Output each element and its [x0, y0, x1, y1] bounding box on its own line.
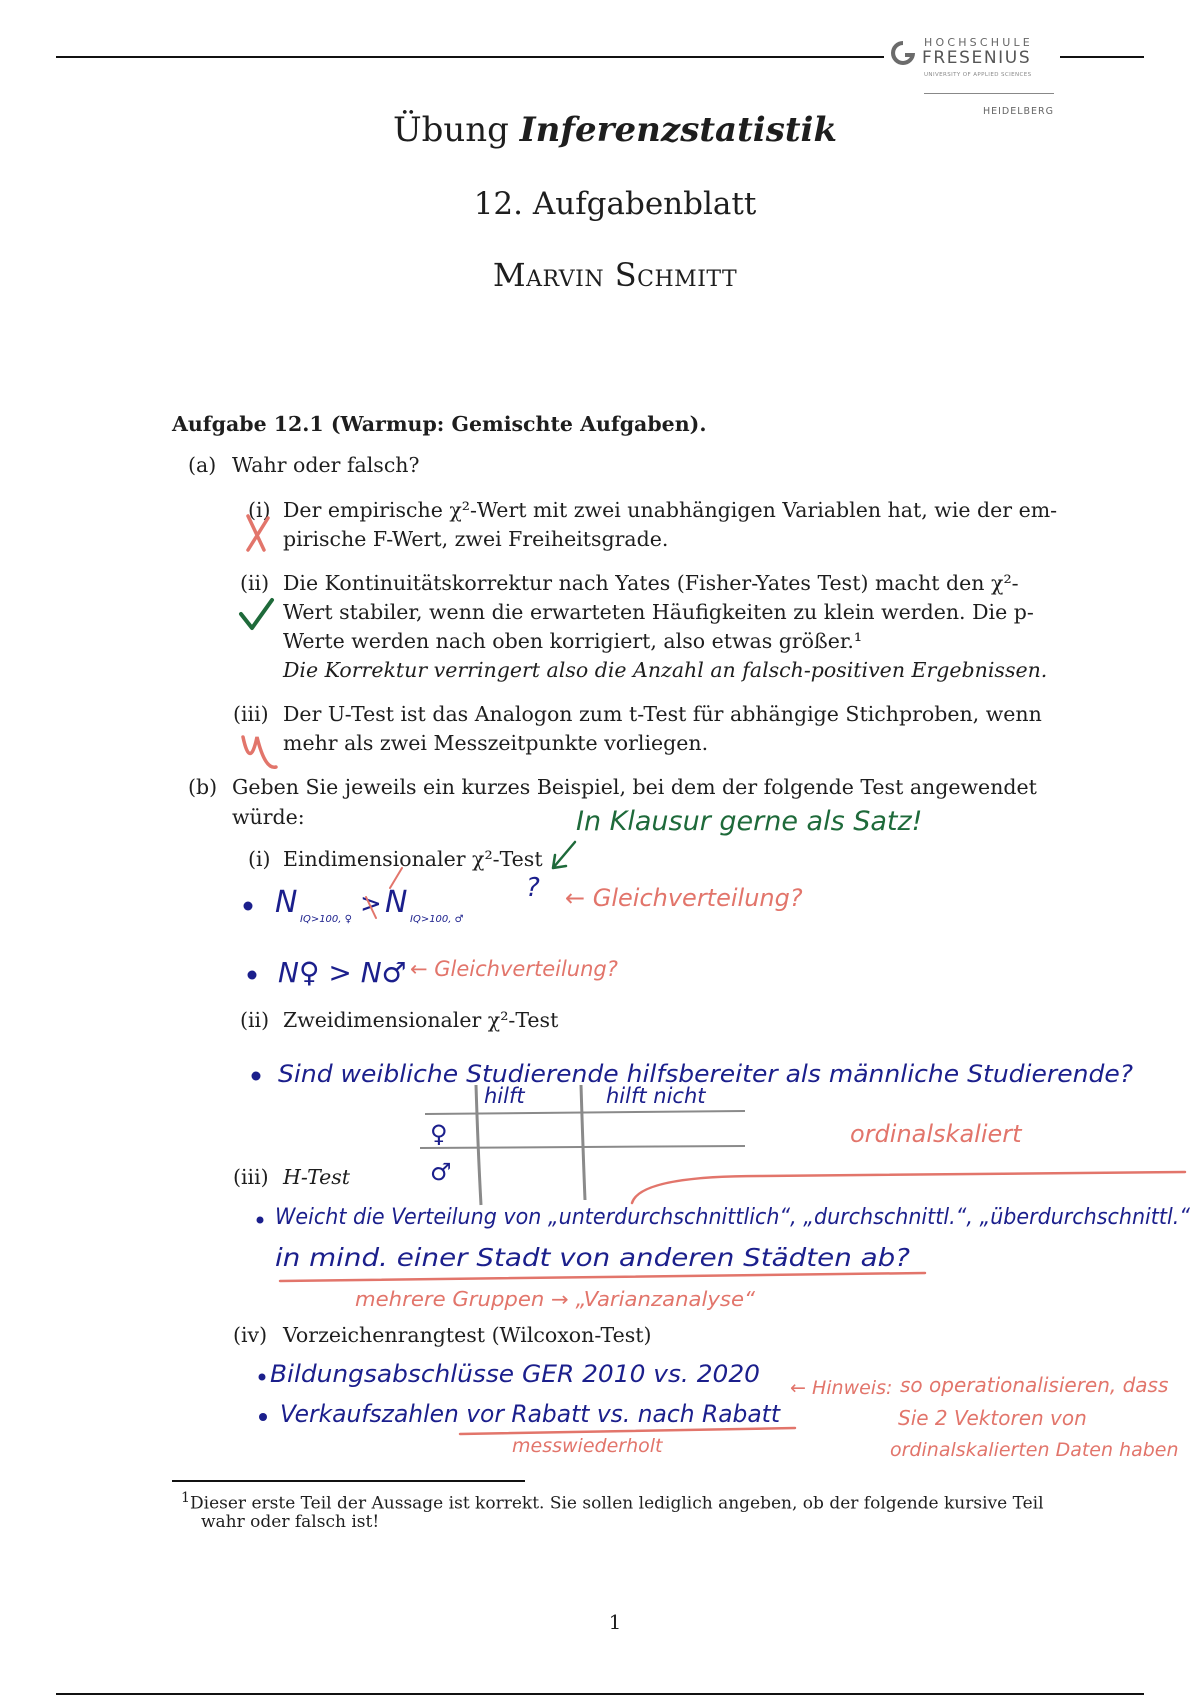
hw-sub-2: IQ>100, ♂ [410, 914, 464, 925]
table-col-hilft-nicht: hilft nicht [606, 1084, 706, 1108]
logo-line-1: HOCHSCHULE [924, 36, 1033, 49]
a-i-line-2: pirische F-Wert, zwei Freiheitsgrade. [283, 527, 669, 551]
false-mark-icon [243, 737, 276, 767]
sheet-subtitle: 12. Aufgabenblatt [473, 186, 757, 222]
underline-stroke [280, 1273, 925, 1281]
footnote-rule [172, 1480, 525, 1482]
bullet-icon [248, 971, 257, 980]
b-iii-text: H-Test [283, 1165, 351, 1189]
hw-n-f-gt-n-m: N♀ > N♂ [278, 956, 407, 989]
hw-ordinalskaliert: ordinalskaliert [850, 1120, 1022, 1148]
hw-mehrere-gruppen: mehrere Gruppen → „Varianzanalyse“ [355, 1287, 756, 1311]
hw-biii-line-1: Weicht die Verteilung von „unterdurchschnittlich“, „durchschnittl.“, „überdurchschnittl.“ [275, 1205, 1191, 1230]
hw-question: ? [526, 873, 540, 903]
b-i-text: Eindimensionaler χ²-Test [283, 847, 543, 871]
hw-biv-line-2: Verkaufszahlen vor Rabatt vs. nach Rabatt [280, 1400, 782, 1428]
hw-n-2: N [385, 885, 408, 920]
b-ii-label: (ii) [240, 1008, 270, 1032]
arrow-icon [553, 842, 575, 868]
b-iii-label: (iii) [233, 1165, 269, 1189]
a-i-line-1: Der empirische χ²-Wert mit zwei unabhängigen Variablen hat, wie der em- [283, 498, 1058, 522]
hw-biii-line-2: in mind. einer Stadt von anderen Städten ab? [275, 1243, 910, 1272]
hw-biv-line-1: Bildungsabschlüsse GER 2010 vs. 2020 [270, 1360, 760, 1388]
footnote-mark: 1 [181, 1490, 191, 1506]
table-line [420, 1146, 745, 1148]
bullet-icon [244, 902, 253, 911]
part-b-line-1: Geben Sie jeweils ein kurzes Beispiel, bei dem der folgende Test angewendet [232, 775, 1037, 799]
part-b-line-2: würde: [232, 805, 305, 829]
hw-n-1: N [275, 885, 298, 920]
task-heading: Aufgabe 12.1 (Warmup: Gemischte Aufgaben). [172, 412, 707, 436]
a-iii-label: (iii) [233, 702, 269, 726]
hw-sub-1: IQ>100, ♀ [300, 914, 352, 925]
a-iii-line-1: Der U-Test ist das Analogon zum t-Test für abhängige Stichproben, wenn [283, 702, 1042, 726]
bullet-icon [252, 1072, 261, 1081]
hw-hint-line-1: so operationalisieren, dass [900, 1373, 1169, 1397]
table-line [581, 1085, 585, 1200]
bullet-icon [259, 1374, 266, 1381]
a-iii-line-2: mehr als zwei Messzeitpunkte vorliegen. [283, 731, 709, 755]
b-ii-text: Zweidimensionaler χ²-Test [283, 1008, 559, 1032]
a-ii-italic-line: Die Korrektur verringert also die Anzahl an falsch-positiven Ergebnissen. [283, 658, 1048, 682]
table-row-male: ♂ [430, 1158, 452, 1186]
a-ii-line-3: Werte werden nach oben korrigiert, also etwas größer.¹ [283, 629, 863, 653]
hw-bii-question: Sind weibliche Studierende hilfsbereiter als männliche Studierende? [278, 1060, 1134, 1088]
correction-stroke [366, 868, 402, 918]
logo-divider [924, 93, 1054, 94]
hw-hinweis: ← Hinweis: [790, 1377, 893, 1399]
underline-stroke [632, 1172, 1185, 1203]
table-row-female: ♀ [430, 1120, 448, 1148]
part-a-label: (a) [188, 453, 217, 477]
table-line [476, 1085, 481, 1205]
logo-location: HEIDELBERG [982, 106, 1054, 117]
logo-line-2: FRESENIUS [922, 48, 1032, 68]
footnote-line-1: Dieser erste Teil der Aussage ist korrekt. Sie sollen lediglich angeben, ob der folgende kursive Teil [190, 1493, 1044, 1514]
a-ii-line-2: Wert stabiler, wenn die erwarteten Häufigkeiten zu klein werden. Die p- [283, 600, 1034, 624]
note-klausur: In Klausur gerne als Satz! [576, 806, 923, 837]
hw-gleichverteilung-2: ← Gleichverteilung? [410, 957, 618, 981]
title-plain: Übung [392, 110, 509, 150]
part-a-text: Wahr oder falsch? [232, 453, 420, 477]
hw-gleichverteilung-1: ← Gleichverteilung? [565, 884, 803, 912]
logo-mark-icon [888, 38, 918, 68]
underline-stroke [460, 1428, 795, 1434]
bullet-icon [257, 1217, 264, 1224]
hw-greater-1: > [360, 889, 382, 919]
hw-messwiederholt: messwiederholt [512, 1435, 663, 1457]
footer-rule [56, 1693, 1144, 1695]
part-b-label: (b) [188, 775, 218, 799]
bullet-icon [259, 1413, 267, 1421]
logo-line-3: UNIVERSITY OF APPLIED SCIENCES [924, 72, 1032, 78]
b-iv-text: Vorzeichenrangtest (Wilcoxon-Test) [283, 1323, 652, 1347]
page-title [0, 110, 1200, 150]
b-iv-label: (iv) [233, 1323, 268, 1347]
hw-hint-line-2: Sie 2 Vektoren von [898, 1406, 1087, 1430]
hw-hint-line-3: ordinalskalierten Daten haben [890, 1439, 1179, 1461]
title-italic: Inferenzstatistik [519, 110, 838, 150]
a-ii-line-1: Die Kontinuitätskorrektur nach Yates (Fisher-Yates Test) macht den χ²- [283, 571, 1019, 595]
author-name: Marvin Schmitt [492, 256, 738, 294]
page-number: 1 [608, 1610, 622, 1634]
a-i-label: (i) [248, 498, 271, 522]
b-i-label: (i) [248, 847, 271, 871]
checkmark-icon [241, 600, 272, 628]
table-col-hilft: hilft [484, 1084, 525, 1108]
a-ii-label: (ii) [240, 571, 270, 595]
footnote-line-2: wahr oder falsch ist! [201, 1512, 380, 1532]
table-line [425, 1111, 745, 1114]
